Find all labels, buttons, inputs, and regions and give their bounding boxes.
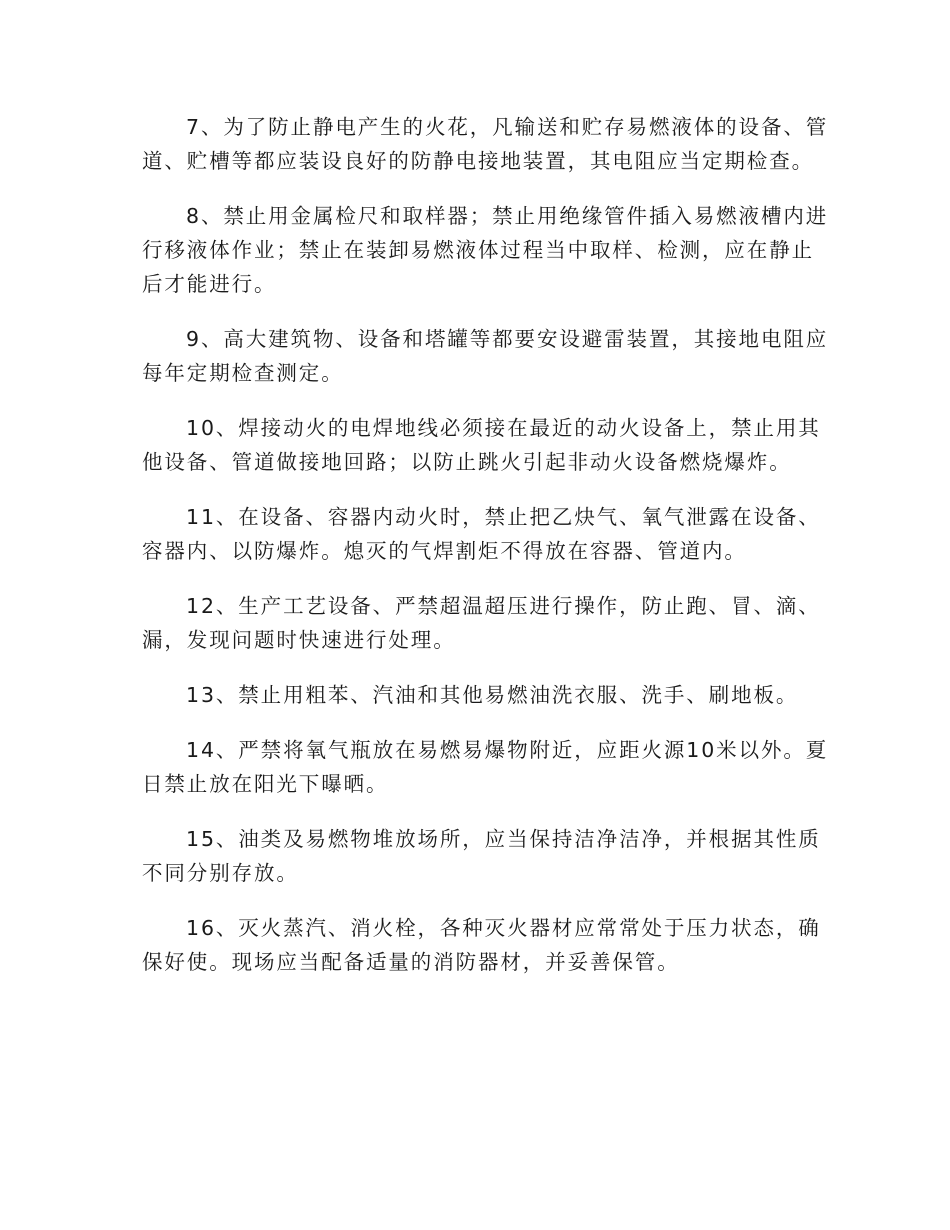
text-line: 他设备、管道做接地回路；以防止跳火引起非动火设备燃烧爆炸。 xyxy=(142,450,792,474)
text-line: 15、油类及易燃物堆放场所，应当保持洁净洁净，并根据其性质 xyxy=(186,827,821,851)
text-line: 每年定期检查测定。 xyxy=(142,361,344,385)
text-line: 10、焊接动火的电焊地线必须接在最近的动火设备上，禁止用其 xyxy=(186,416,821,440)
text-line: 漏，发现问题时快速进行处理。 xyxy=(142,628,456,652)
text-line: 13、禁止用粗苯、汽油和其他易燃油洗衣服、洗手、刷地板。 xyxy=(186,683,799,707)
paragraph-item-12 xyxy=(142,589,821,657)
text-line: 7、为了防止静电产生的火花，凡输送和贮存易燃液体的设备、管 xyxy=(186,115,829,139)
text-line: 8、禁止用金属检尺和取样器；禁止用绝缘管件插入易燃液槽内进 xyxy=(186,204,829,228)
paragraph-item-10 xyxy=(142,411,821,479)
document-body xyxy=(142,110,829,1000)
paragraph-item-8 xyxy=(142,199,829,301)
text-line: 容器内、以防爆炸。熄灭的气焊割炬不得放在容器、管道内。 xyxy=(142,539,747,563)
paragraph-item-13 xyxy=(142,678,810,712)
text-line: 日禁止放在阳光下曝晒。 xyxy=(142,772,389,796)
paragraph-item-7 xyxy=(142,110,829,178)
paragraph-item-16 xyxy=(142,911,821,979)
text-line: 11、在设备、容器内动火时，禁止把乙炔气、氧气泄露在设备、 xyxy=(186,505,821,529)
text-line: 行移液体作业；禁止在装卸易燃液体过程当中取样、检测，应在静止 xyxy=(142,238,814,262)
paragraph-item-9 xyxy=(142,322,829,390)
text-line: 道、贮槽等都应装设良好的防静电接地装置，其电阻应当定期检查。 xyxy=(142,149,814,173)
text-line: 12、生产工艺设备、严禁超温超压进行操作，防止跑、冒、滴、 xyxy=(186,594,821,618)
text-line: 14、严禁将氧气瓶放在易燃易爆物附近，应距火源10米以外。夏 xyxy=(186,738,829,762)
text-line: 后才能进行。 xyxy=(142,272,277,296)
paragraph-item-15 xyxy=(142,822,821,890)
text-line: 不同分别存放。 xyxy=(142,861,299,885)
text-line: 保好使。现场应当配备适量的消防器材，并妥善保管。 xyxy=(142,950,680,974)
paragraph-item-14 xyxy=(142,733,829,801)
text-line: 9、高大建筑物、设备和塔罐等都要安设避雷装置，其接地电阻应 xyxy=(186,327,829,351)
text-line: 16、灭火蒸汽、消火栓，各种灭火器材应常常处于压力状态，确 xyxy=(186,916,821,940)
paragraph-item-11 xyxy=(142,500,821,568)
